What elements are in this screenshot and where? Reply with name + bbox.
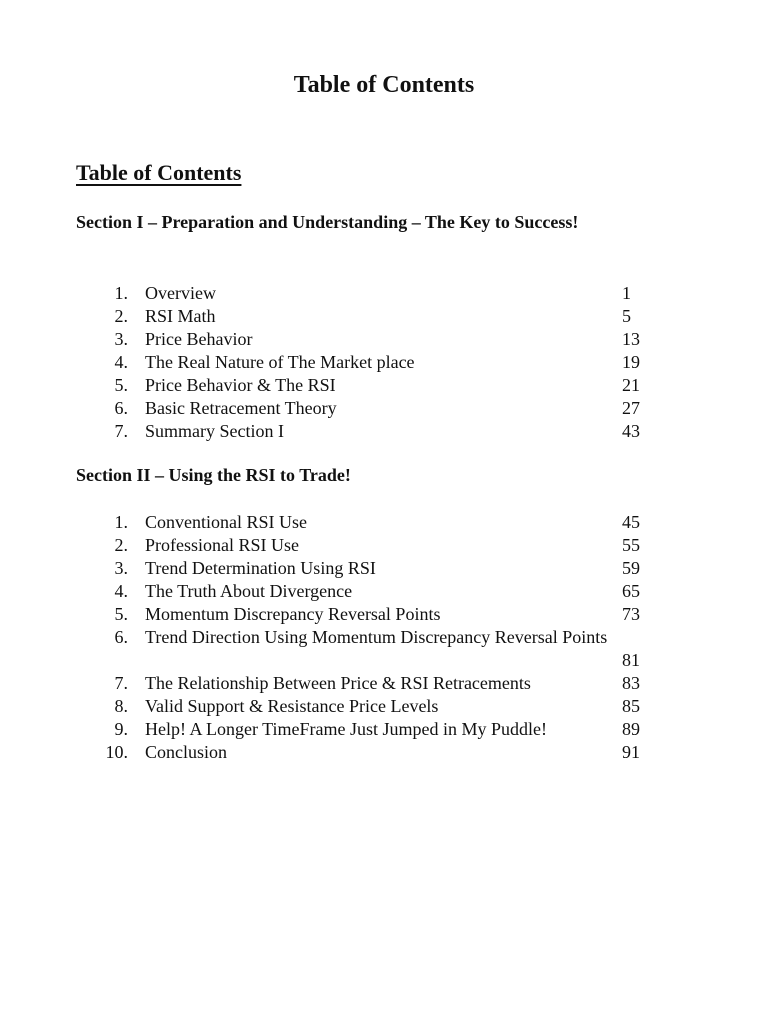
entry-page-number: 19: [622, 352, 640, 372]
entry-page-number: 13: [622, 329, 640, 349]
entry-title: Overview: [145, 283, 216, 303]
entry-number: 5.: [114, 375, 128, 395]
entry-title: The Truth About Divergence: [145, 581, 353, 601]
entry-page-number: 1: [622, 283, 631, 303]
section-heading: Section II – Using the RSI to Trade!: [76, 465, 351, 485]
toc-entry[interactable]: [0, 328, 768, 351]
entry-page-number: 27: [622, 398, 640, 418]
entry-title: Price Behavior & The RSI: [145, 375, 336, 395]
entry-title: Summary Section I: [145, 421, 284, 441]
toc-entry[interactable]: [0, 420, 768, 443]
toc-entry[interactable]: [0, 374, 768, 397]
entry-page-number: 81: [622, 650, 640, 670]
toc-entry[interactable]: [0, 695, 768, 718]
entry-title: Conclusion: [145, 742, 228, 762]
entry-page-number: 45: [622, 512, 640, 532]
entry-title: Trend Determination Using RSI: [145, 558, 376, 578]
entry-number: 4.: [114, 352, 128, 372]
section-heading: Section I – Preparation and Understanding – The Key to Success!: [76, 212, 579, 232]
toc-entry[interactable]: [0, 397, 768, 420]
toc-heading: Table of Contents: [76, 160, 242, 185]
entry-title: Trend Direction Using Momentum Discrepancy Reversal Points: [145, 627, 608, 647]
entry-number: 6.: [114, 627, 128, 647]
entry-page-number: 5: [622, 306, 631, 326]
entry-number: 7.: [114, 673, 128, 693]
entry-number: 4.: [114, 581, 128, 601]
entry-title: Basic Retracement Theory: [145, 398, 337, 418]
toc-entry[interactable]: [0, 305, 768, 328]
toc-entry[interactable]: [0, 534, 768, 557]
toc-list: [0, 511, 768, 764]
toc-list: [0, 282, 768, 443]
toc-entry[interactable]: [0, 580, 768, 603]
toc-entry[interactable]: [0, 626, 768, 672]
entry-title: Momentum Discrepancy Reversal Points: [145, 604, 441, 624]
entry-number: 1.: [114, 512, 128, 532]
entry-page-number: 21: [622, 375, 640, 395]
entry-number: 3.: [114, 329, 128, 349]
entry-number: 2.: [114, 306, 128, 326]
toc-entry[interactable]: [0, 557, 768, 580]
entry-number: 8.: [114, 696, 128, 716]
toc-entry[interactable]: [0, 603, 768, 626]
entry-title: The Relationship Between Price & RSI Retracements: [145, 673, 531, 693]
entry-page-number: 85: [622, 696, 640, 716]
entry-number: 7.: [114, 421, 128, 441]
toc-entry[interactable]: [0, 351, 768, 374]
entry-number: 3.: [114, 558, 128, 578]
entry-title: Price Behavior: [145, 329, 253, 349]
entry-page-number: 43: [622, 421, 640, 441]
entry-number: 6.: [114, 398, 128, 418]
toc-entry[interactable]: [0, 511, 768, 534]
page-title: Table of Contents: [293, 72, 475, 98]
entry-title: RSI Math: [145, 306, 216, 326]
entry-number: 9.: [114, 719, 128, 739]
entry-page-number: 65: [622, 581, 640, 601]
entry-number: 1.: [114, 283, 128, 303]
entry-title: Help! A Longer TimeFrame Just Jumped in My Puddle!: [145, 719, 547, 739]
entry-title: The Real Nature of The Market place: [145, 352, 415, 372]
toc-entry[interactable]: [0, 282, 768, 305]
toc-entry[interactable]: [0, 741, 768, 764]
entry-title: Conventional RSI Use: [145, 512, 307, 532]
entry-title: Valid Support & Resistance Price Levels: [145, 696, 439, 716]
entry-page-number: 91: [622, 742, 640, 762]
entry-title: Professional RSI Use: [145, 535, 299, 555]
entry-page-number: 83: [622, 673, 640, 693]
entry-page-number: 73: [622, 604, 640, 624]
entry-number: 10.: [105, 742, 128, 762]
entry-number: 5.: [114, 604, 128, 624]
entry-page-number: 59: [622, 558, 640, 578]
toc-entry[interactable]: [0, 672, 768, 695]
entry-page-number: 89: [622, 719, 640, 739]
toc-entry[interactable]: [0, 718, 768, 741]
entry-page-number: 55: [622, 535, 640, 555]
entry-number: 2.: [114, 535, 128, 555]
